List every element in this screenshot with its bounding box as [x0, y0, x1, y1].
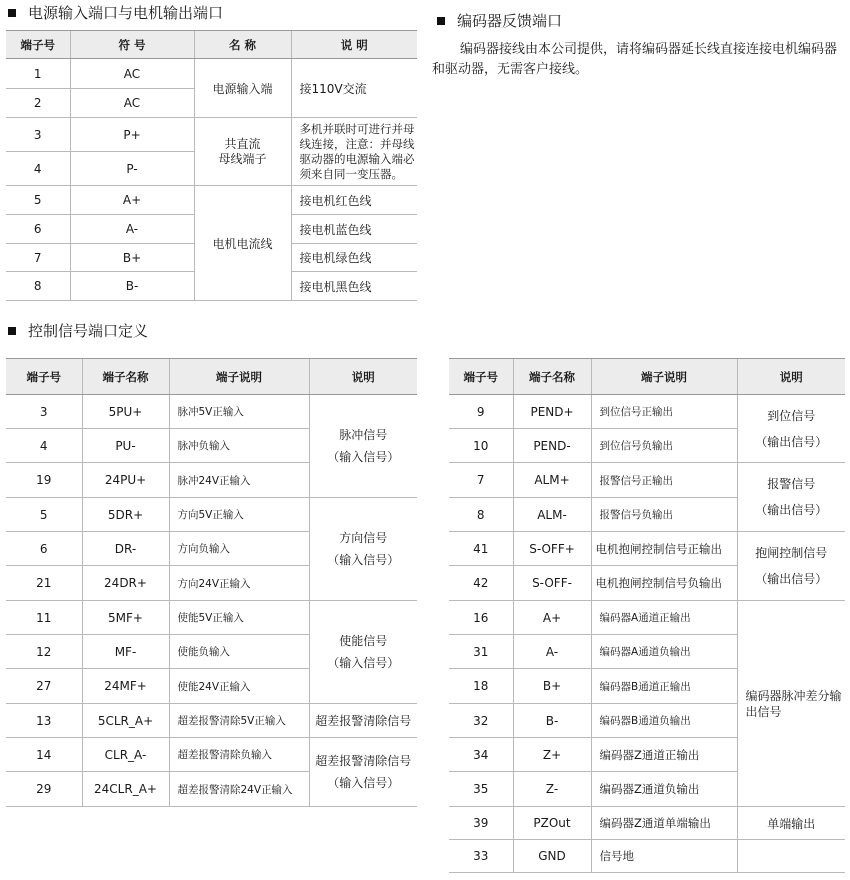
- terminal-no: 13: [6, 704, 82, 738]
- terminal-name: 24MF+: [82, 669, 169, 704]
- square-bullet-icon: [8, 9, 16, 17]
- table-header-row: [6, 359, 417, 395]
- header-terminal-no: 端子号: [449, 359, 513, 395]
- table-header-row: [449, 359, 845, 395]
- terminal-desc: 编码器Z通道单端输出: [591, 807, 737, 840]
- terminal-desc: 脉冲24V正输入: [169, 463, 309, 498]
- terminal-no: 7: [6, 244, 70, 272]
- motor-wire-desc: 接电机绿色线: [291, 244, 417, 272]
- section-power-motor-title: 电源输入端口与电机输出端口: [8, 2, 223, 23]
- header-description: 说 明: [291, 31, 417, 59]
- table-header-row: [6, 31, 417, 59]
- header-terminal-desc: 端子说明: [591, 359, 737, 395]
- terminal-desc: 脉冲5V正输入: [169, 395, 309, 429]
- dc-bus-name: 共直流 母线端子: [194, 118, 291, 186]
- terminal-desc: 使能负输入: [169, 635, 309, 669]
- motor-current-name: 电机电流线: [194, 186, 291, 301]
- terminal-desc: 使能5V正输入: [169, 601, 309, 635]
- terminal-no: 6: [6, 532, 82, 566]
- terminal-symbol: P-: [70, 152, 194, 186]
- terminal-name: 5PU+: [82, 395, 169, 429]
- terminal-name: GND: [513, 840, 591, 873]
- square-bullet-icon: [437, 17, 445, 25]
- terminal-name: 24CLR_A+: [82, 772, 169, 807]
- table-row: [449, 601, 845, 635]
- table-row: [449, 532, 845, 566]
- terminal-no: 42: [449, 566, 513, 601]
- terminal-no: 33: [449, 840, 513, 873]
- terminal-no: 31: [449, 635, 513, 669]
- dc-bus-desc: 多机并联时可进行并母线连接，注意：并母线驱动器的电源输入端必须来自同一变压器。: [291, 118, 417, 186]
- terminal-desc: 报警信号负输出: [591, 498, 737, 532]
- terminal-symbol: A+: [70, 186, 194, 215]
- terminal-no: 8: [6, 272, 70, 301]
- terminal-name: 24PU+: [82, 463, 169, 498]
- header-terminal-name: 端子名称: [82, 359, 169, 395]
- control-signal-table-left: [6, 358, 417, 807]
- table-row: [6, 118, 417, 152]
- header-terminal-name: 端子名称: [513, 359, 591, 395]
- terminal-desc: 编码器Z通道正输出: [591, 738, 737, 772]
- enable-signal-group: 使能信号 （输入信号）: [309, 601, 417, 704]
- header-description: 说明: [309, 359, 417, 395]
- terminal-desc: 编码器A通道正输出: [591, 601, 737, 635]
- terminal-symbol: B-: [70, 272, 194, 301]
- terminal-name: DR-: [82, 532, 169, 566]
- terminal-name: A+: [513, 601, 591, 635]
- terminal-no: 3: [6, 395, 82, 429]
- header-terminal-no: 端子号: [6, 31, 70, 59]
- terminal-name: B-: [513, 704, 591, 738]
- terminal-desc: 超差报警清除24V正输入: [169, 772, 309, 807]
- table-row: [449, 840, 845, 873]
- terminal-name: ALM-: [513, 498, 591, 532]
- terminal-no: 4: [6, 152, 70, 186]
- pulse-signal-group: 脉冲信号 （输入信号）: [309, 395, 417, 498]
- terminal-no: 32: [449, 704, 513, 738]
- terminal-name: Z-: [513, 772, 591, 807]
- terminal-no: 29: [6, 772, 82, 807]
- terminal-no: 2: [6, 89, 70, 118]
- terminal-no: 41: [449, 532, 513, 566]
- section-control-title: 控制信号端口定义: [8, 320, 148, 341]
- alarm-clear-signal-group: 超差报警清除信号 （输入信号）: [309, 738, 417, 807]
- terminal-desc: 方向负输入: [169, 532, 309, 566]
- terminal-name: 5CLR_A+: [82, 704, 169, 738]
- terminal-desc: 到位信号正输出: [591, 395, 737, 429]
- terminal-name: Z+: [513, 738, 591, 772]
- terminal-no: 39: [449, 807, 513, 840]
- terminal-desc: 编码器B通道正输出: [591, 669, 737, 704]
- terminal-desc: 编码器B通道负输出: [591, 704, 737, 738]
- terminal-no: 19: [6, 463, 82, 498]
- terminal-name: PZOut: [513, 807, 591, 840]
- table-row: [449, 807, 845, 840]
- motor-wire-desc: 接电机红色线: [291, 186, 417, 215]
- encoder-paragraph: 编码器接线由本公司提供，请将编码器延长线直接连接电机编码器和驱动器，无需客户接线。: [432, 42, 838, 77]
- terminal-no: 12: [6, 635, 82, 669]
- table-row: [449, 463, 845, 498]
- terminal-name: B+: [513, 669, 591, 704]
- header-name: 名 称: [194, 31, 291, 59]
- terminal-name: 24DR+: [82, 566, 169, 601]
- direction-signal-group: 方向信号 （输入信号）: [309, 498, 417, 601]
- header-description: 说明: [737, 359, 845, 395]
- terminal-name: PEND+: [513, 395, 591, 429]
- terminal-desc: 编码器A通道负输出: [591, 635, 737, 669]
- terminal-no: 3: [6, 118, 70, 152]
- motor-wire-desc: 接电机黑色线: [291, 272, 417, 301]
- terminal-desc: 方向5V正输入: [169, 498, 309, 532]
- section-encoder-title: 编码器反馈端口: [437, 10, 562, 31]
- terminal-desc: 编码器Z通道负输出: [591, 772, 737, 807]
- table-row: [6, 738, 417, 772]
- terminal-name: MF-: [82, 635, 169, 669]
- terminal-desc: 电机抱闸控制信号正输出: [591, 532, 737, 566]
- terminal-no: 7: [449, 463, 513, 498]
- brake-control-signal-group: 抱闸控制信号 （输出信号）: [737, 532, 845, 601]
- terminal-name: ALM+: [513, 463, 591, 498]
- in-position-signal-group: 到位信号 （输出信号）: [737, 395, 845, 463]
- terminal-no: 8: [449, 498, 513, 532]
- terminal-name: A-: [513, 635, 591, 669]
- terminal-desc: 脉冲负输入: [169, 429, 309, 463]
- terminal-no: 5: [6, 186, 70, 215]
- terminal-desc: 信号地: [591, 840, 737, 873]
- terminal-no: 5: [6, 498, 82, 532]
- terminal-desc: 报警信号正输出: [591, 463, 737, 498]
- terminal-no: 35: [449, 772, 513, 807]
- table-row: [6, 186, 417, 215]
- terminal-no: 27: [6, 669, 82, 704]
- terminal-desc: 使能24V正输入: [169, 669, 309, 704]
- terminal-name: 5MF+: [82, 601, 169, 635]
- empty-cell: [737, 840, 845, 873]
- power-input-name: 电源输入端: [194, 59, 291, 118]
- motor-wire-desc: 接电机蓝色线: [291, 215, 417, 244]
- terminal-desc: 方向24V正输入: [169, 566, 309, 601]
- encoder-diff-output-group: 编码器脉冲差分输出信号: [737, 601, 845, 807]
- table-row: [6, 395, 417, 429]
- terminal-no: 6: [6, 215, 70, 244]
- terminal-name: PEND-: [513, 429, 591, 463]
- terminal-no: 1: [6, 59, 70, 89]
- terminal-no: 9: [449, 395, 513, 429]
- terminal-no: 18: [449, 669, 513, 704]
- single-ended-output-label: 单端输出: [737, 807, 845, 840]
- terminal-no: 11: [6, 601, 82, 635]
- terminal-name: 5DR+: [82, 498, 169, 532]
- terminal-symbol: P+: [70, 118, 194, 152]
- terminal-name: CLR_A-: [82, 738, 169, 772]
- terminal-symbol: AC: [70, 89, 194, 118]
- terminal-desc: 超差报警清除负输入: [169, 738, 309, 772]
- table-row: [6, 59, 417, 89]
- terminal-name: PU-: [82, 429, 169, 463]
- terminal-desc: 超差报警清除5V正输入: [169, 704, 309, 738]
- terminal-desc: 电机抱闸控制信号负输出: [591, 566, 737, 601]
- terminal-no: 34: [449, 738, 513, 772]
- table-row: [6, 601, 417, 635]
- power-motor-table: [6, 30, 417, 301]
- alarm-signal-group: 报警信号 （输出信号）: [737, 463, 845, 532]
- terminal-no: 4: [6, 429, 82, 463]
- table-row: [6, 704, 417, 738]
- terminal-desc: 到位信号负输出: [591, 429, 737, 463]
- terminal-no: 10: [449, 429, 513, 463]
- terminal-symbol: AC: [70, 59, 194, 89]
- table-row: [449, 395, 845, 429]
- terminal-no: 14: [6, 738, 82, 772]
- terminal-no: 21: [6, 566, 82, 601]
- header-terminal-no: 端子号: [6, 359, 82, 395]
- terminal-no: 16: [449, 601, 513, 635]
- terminal-symbol: A-: [70, 215, 194, 244]
- square-bullet-icon: [8, 327, 16, 335]
- terminal-name: S-OFF+: [513, 532, 591, 566]
- alarm-clear-signal-label: 超差报警清除信号: [309, 704, 417, 738]
- terminal-symbol: B+: [70, 244, 194, 272]
- terminal-name: S-OFF-: [513, 566, 591, 601]
- header-symbol: 符 号: [70, 31, 194, 59]
- power-input-desc: 接110V交流: [291, 59, 417, 118]
- table-row: [6, 498, 417, 532]
- header-terminal-desc: 端子说明: [169, 359, 309, 395]
- control-signal-table-right: [449, 358, 845, 873]
